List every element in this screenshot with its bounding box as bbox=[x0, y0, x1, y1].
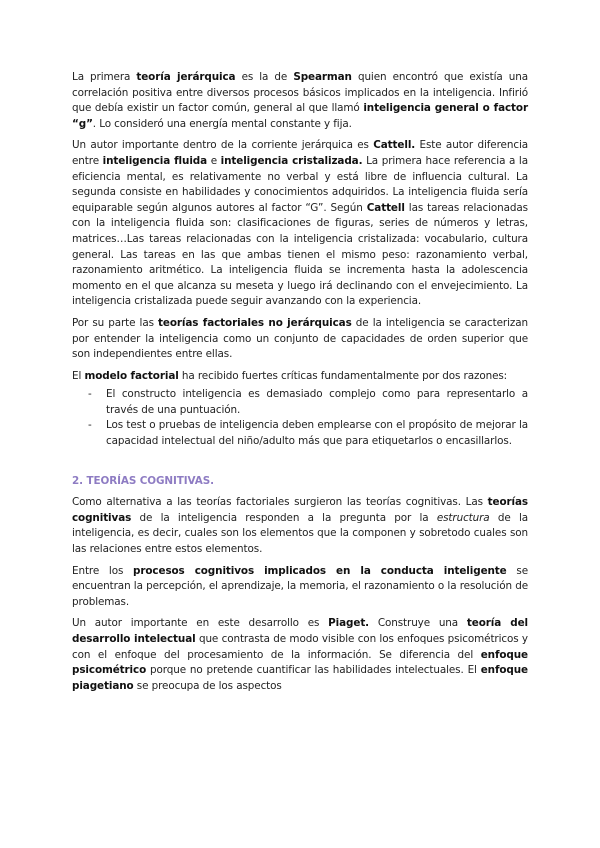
paragraph-factorial-model: El modelo factorial ha recibido fuertes críticas fundamentalmente por dos razones: bbox=[72, 369, 508, 382]
section-heading: 2. TEORÍAS COGNITIVAS. bbox=[72, 474, 214, 487]
list-item: - Los test o pruebas de inteligencia deben emplearse con el propósito de mejorar la capacidad intelectual del niño/adulto más que para etiquetarlos o encasillarlos. bbox=[88, 419, 528, 448]
paragraph-piaget: Un autor importante en este desarrollo es Piaget. Construye una teoría del desarrollo intelectual que contrasta de modo visible con los enfoques psicométricos y con el enfoque del procesamiento de la información. Se diferencia del enfoque psicométrico porque no pretende cuantificar las habilidades intelectuales. El enfoque piagetiano se preocupa de los aspectos bbox=[72, 617, 528, 692]
paragraph-spearman: La primera teoría jerárquica es la de Spearman quien encontró que existía una correlación positiva entre diversos procesos básicos implicados en la inteligencia. Infirió que debía existir un factor común, general al que llamó inteligencia general o factor “g”. Lo consideró una energía mental constante y fija. bbox=[72, 71, 528, 130]
dash-marker: - bbox=[88, 419, 92, 432]
paragraph-cognitive-theories: Como alternativa a las teorías factoriales surgieron las teorías cognitivas. Las teorías cognitivas de la inteligencia responden a la pregunta por la estructura de la inteligencia, es decir, cuales son los elementos que la componen y sobretodo cuales son las relaciones entre estos elementos. bbox=[72, 496, 529, 556]
list-item: - El constructo inteligencia es demasiado complejo como para representarlo a través de una puntuación. bbox=[88, 388, 528, 416]
criticism-list bbox=[72, 387, 528, 449]
dash-marker: - bbox=[88, 388, 92, 401]
paragraph-cognitive-processes: Entre los procesos cognitivos implicados en la conducta inteligente se encuentran la percepción, el aprendizaje, la memoria, el razonamiento o la resolución de problemas. bbox=[72, 564, 528, 608]
paragraph-cattell: Un autor importante dentro de la corriente jerárquica es Cattell. Este autor diferencia entre inteligencia fluida e inteligencia cristalizada. La primera hace referencia a la eficiencia mental, es relativamente no verbal y está libre de influencia cultural. La segunda consiste en habilidades y conocimientos adquiridos. La inteligencia fluida sería equiparable según algunos autores al factor “G”. Según Cattell las tareas relacionadas con la inteligencia fluida son: clasificaciones de figuras, series de números y letras, matrices…Las tareas relacionadas con la inteligencia cristalizada: vocabulario, cultura general. Las tareas en las que ambas tienen el mismo peso: razonamiento verbal, razonamiento aritmético. La inteligencia fluida se incrementa hasta la adolescencia momento en el que alcanza su meseta y luego irá declinando con el envejecimiento. La inteligencia cristalizada puede seguir avanzando con la experiencia. bbox=[72, 139, 528, 308]
paragraph-non-hierarchical: Por su parte las teorías factoriales no jerárquicas de la inteligencia se caracterizan por entender la inteligencia como un conjunto de capacidades de orden superior que son independientes entre ellas. bbox=[72, 316, 528, 361]
document-body bbox=[72, 70, 528, 700]
